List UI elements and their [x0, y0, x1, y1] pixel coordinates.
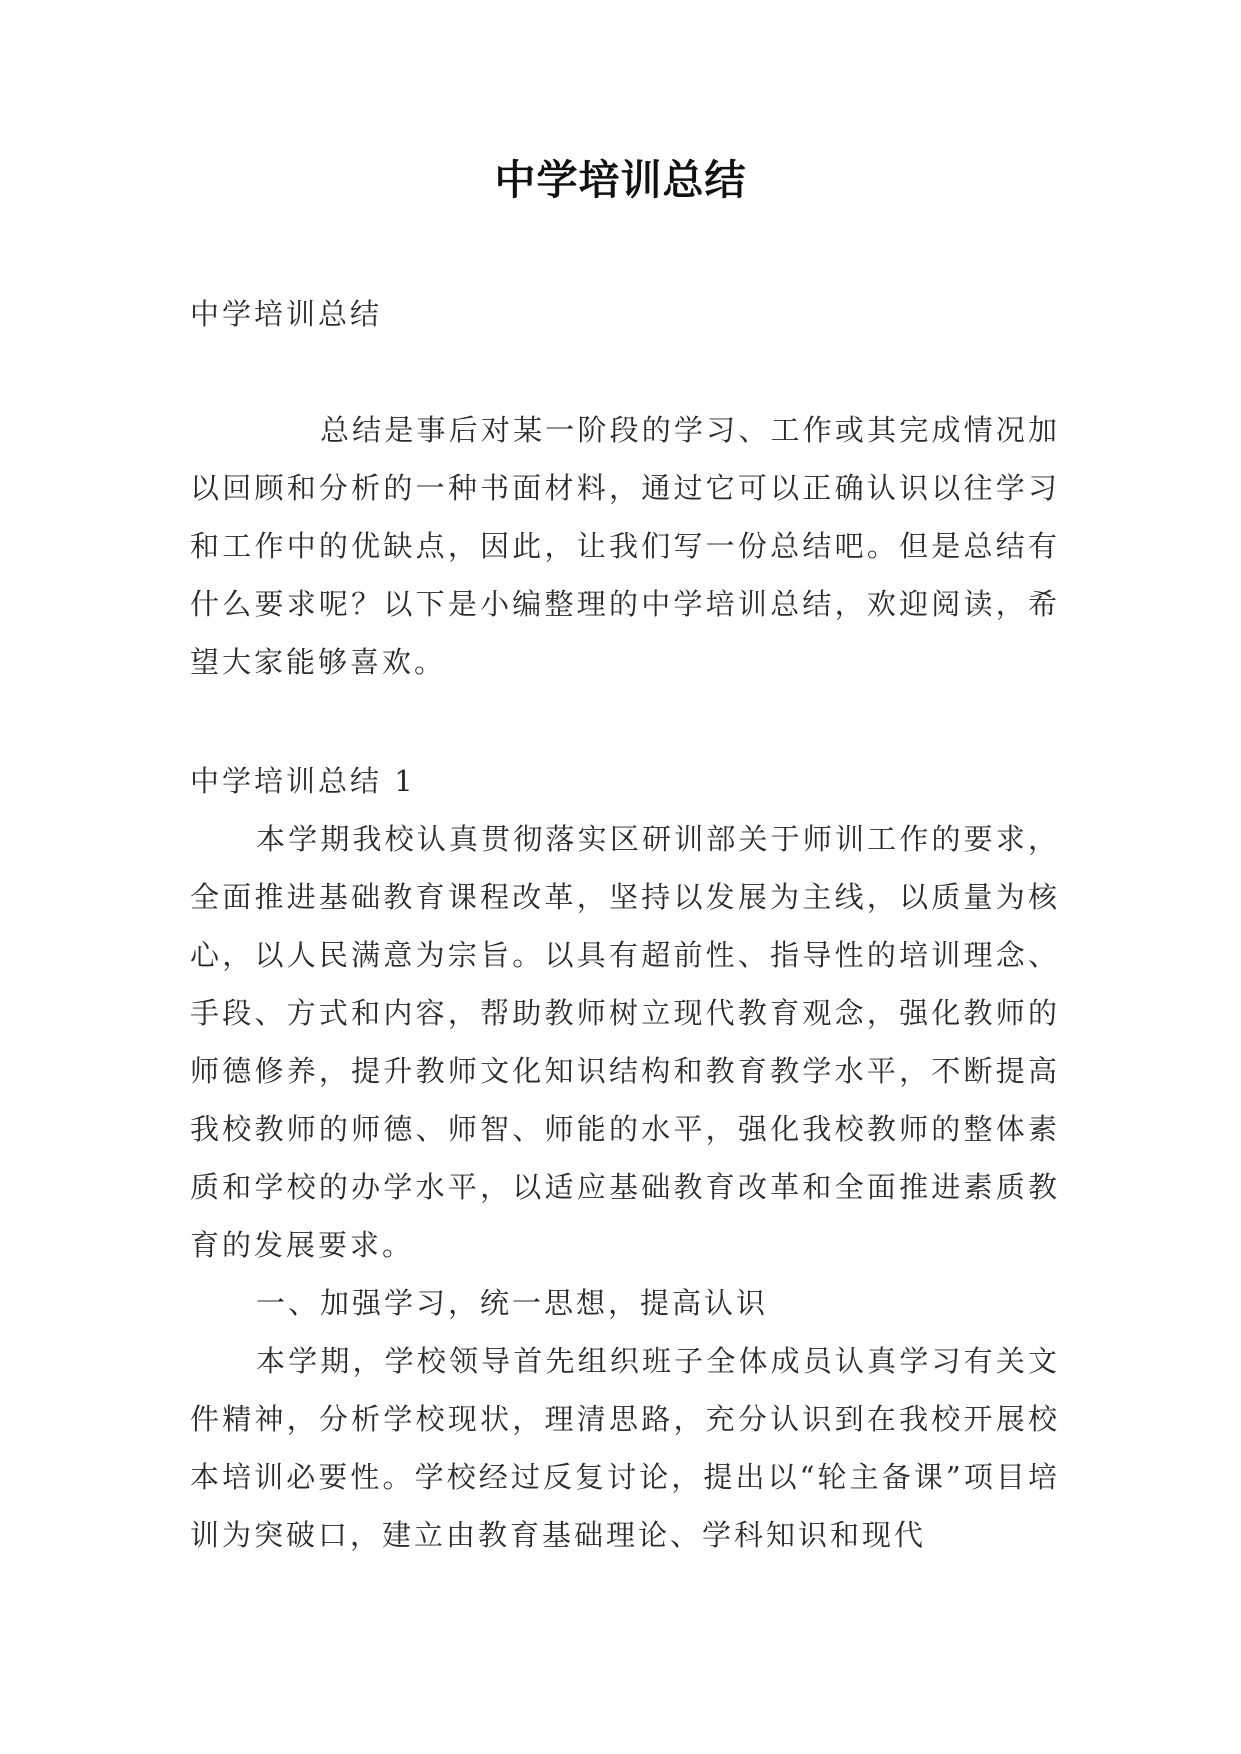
section-paragraph: 本学期我校认真贯彻落实区研训部关于师训工作的要求，全面推进基础教育课程改革，坚持以发展为主线，以质量为核心，以人民满意为宗旨。以具有超前性、指导性的培训理念、手段、方式和内容，帮助教师树立现代教育观念，强化教师的师德修养，提升教师文化知识结构和教育教学水平，不断提高我校教师的师德、师智、师能的水平，强化我校教师的整体素质和学校的办学水平，以适应基础教育改革和全面推进素质教育的发展要求。 [190, 822, 1060, 1262]
section-heading: 一、加强学习，统一思想，提高认识 [256, 1286, 769, 1320]
document-subtitle: 中学培训总结 [190, 297, 383, 331]
intro-paragraph: 总结是事后对某一阶段的学习、工作或其完成情况加以回顾和分析的一种书面材料，通过它可以正确认识以往学习和工作中的优缺点，因此，让我们写一份总结吧。但是总结有什么要求呢？以下是小编整理的中学培训总结，欢迎阅读，希望大家能够喜欢。 [190, 413, 1060, 679]
section-paragraph: 本学期，学校领导首先组织班子全体成员认真学习有关文件精神，分析学校现状，理清思路，充分认识到在我校开展校本培训必要性。学校经过反复讨论，提出以“轮主备课”项目培训为突破口，建立由教育基础理论、学科知识和现代 [190, 1344, 1060, 1552]
document-title: 中学培训总结 [494, 156, 747, 204]
section-body [190, 810, 1060, 1564]
section-title: 中学培训总结 1 [190, 764, 416, 798]
